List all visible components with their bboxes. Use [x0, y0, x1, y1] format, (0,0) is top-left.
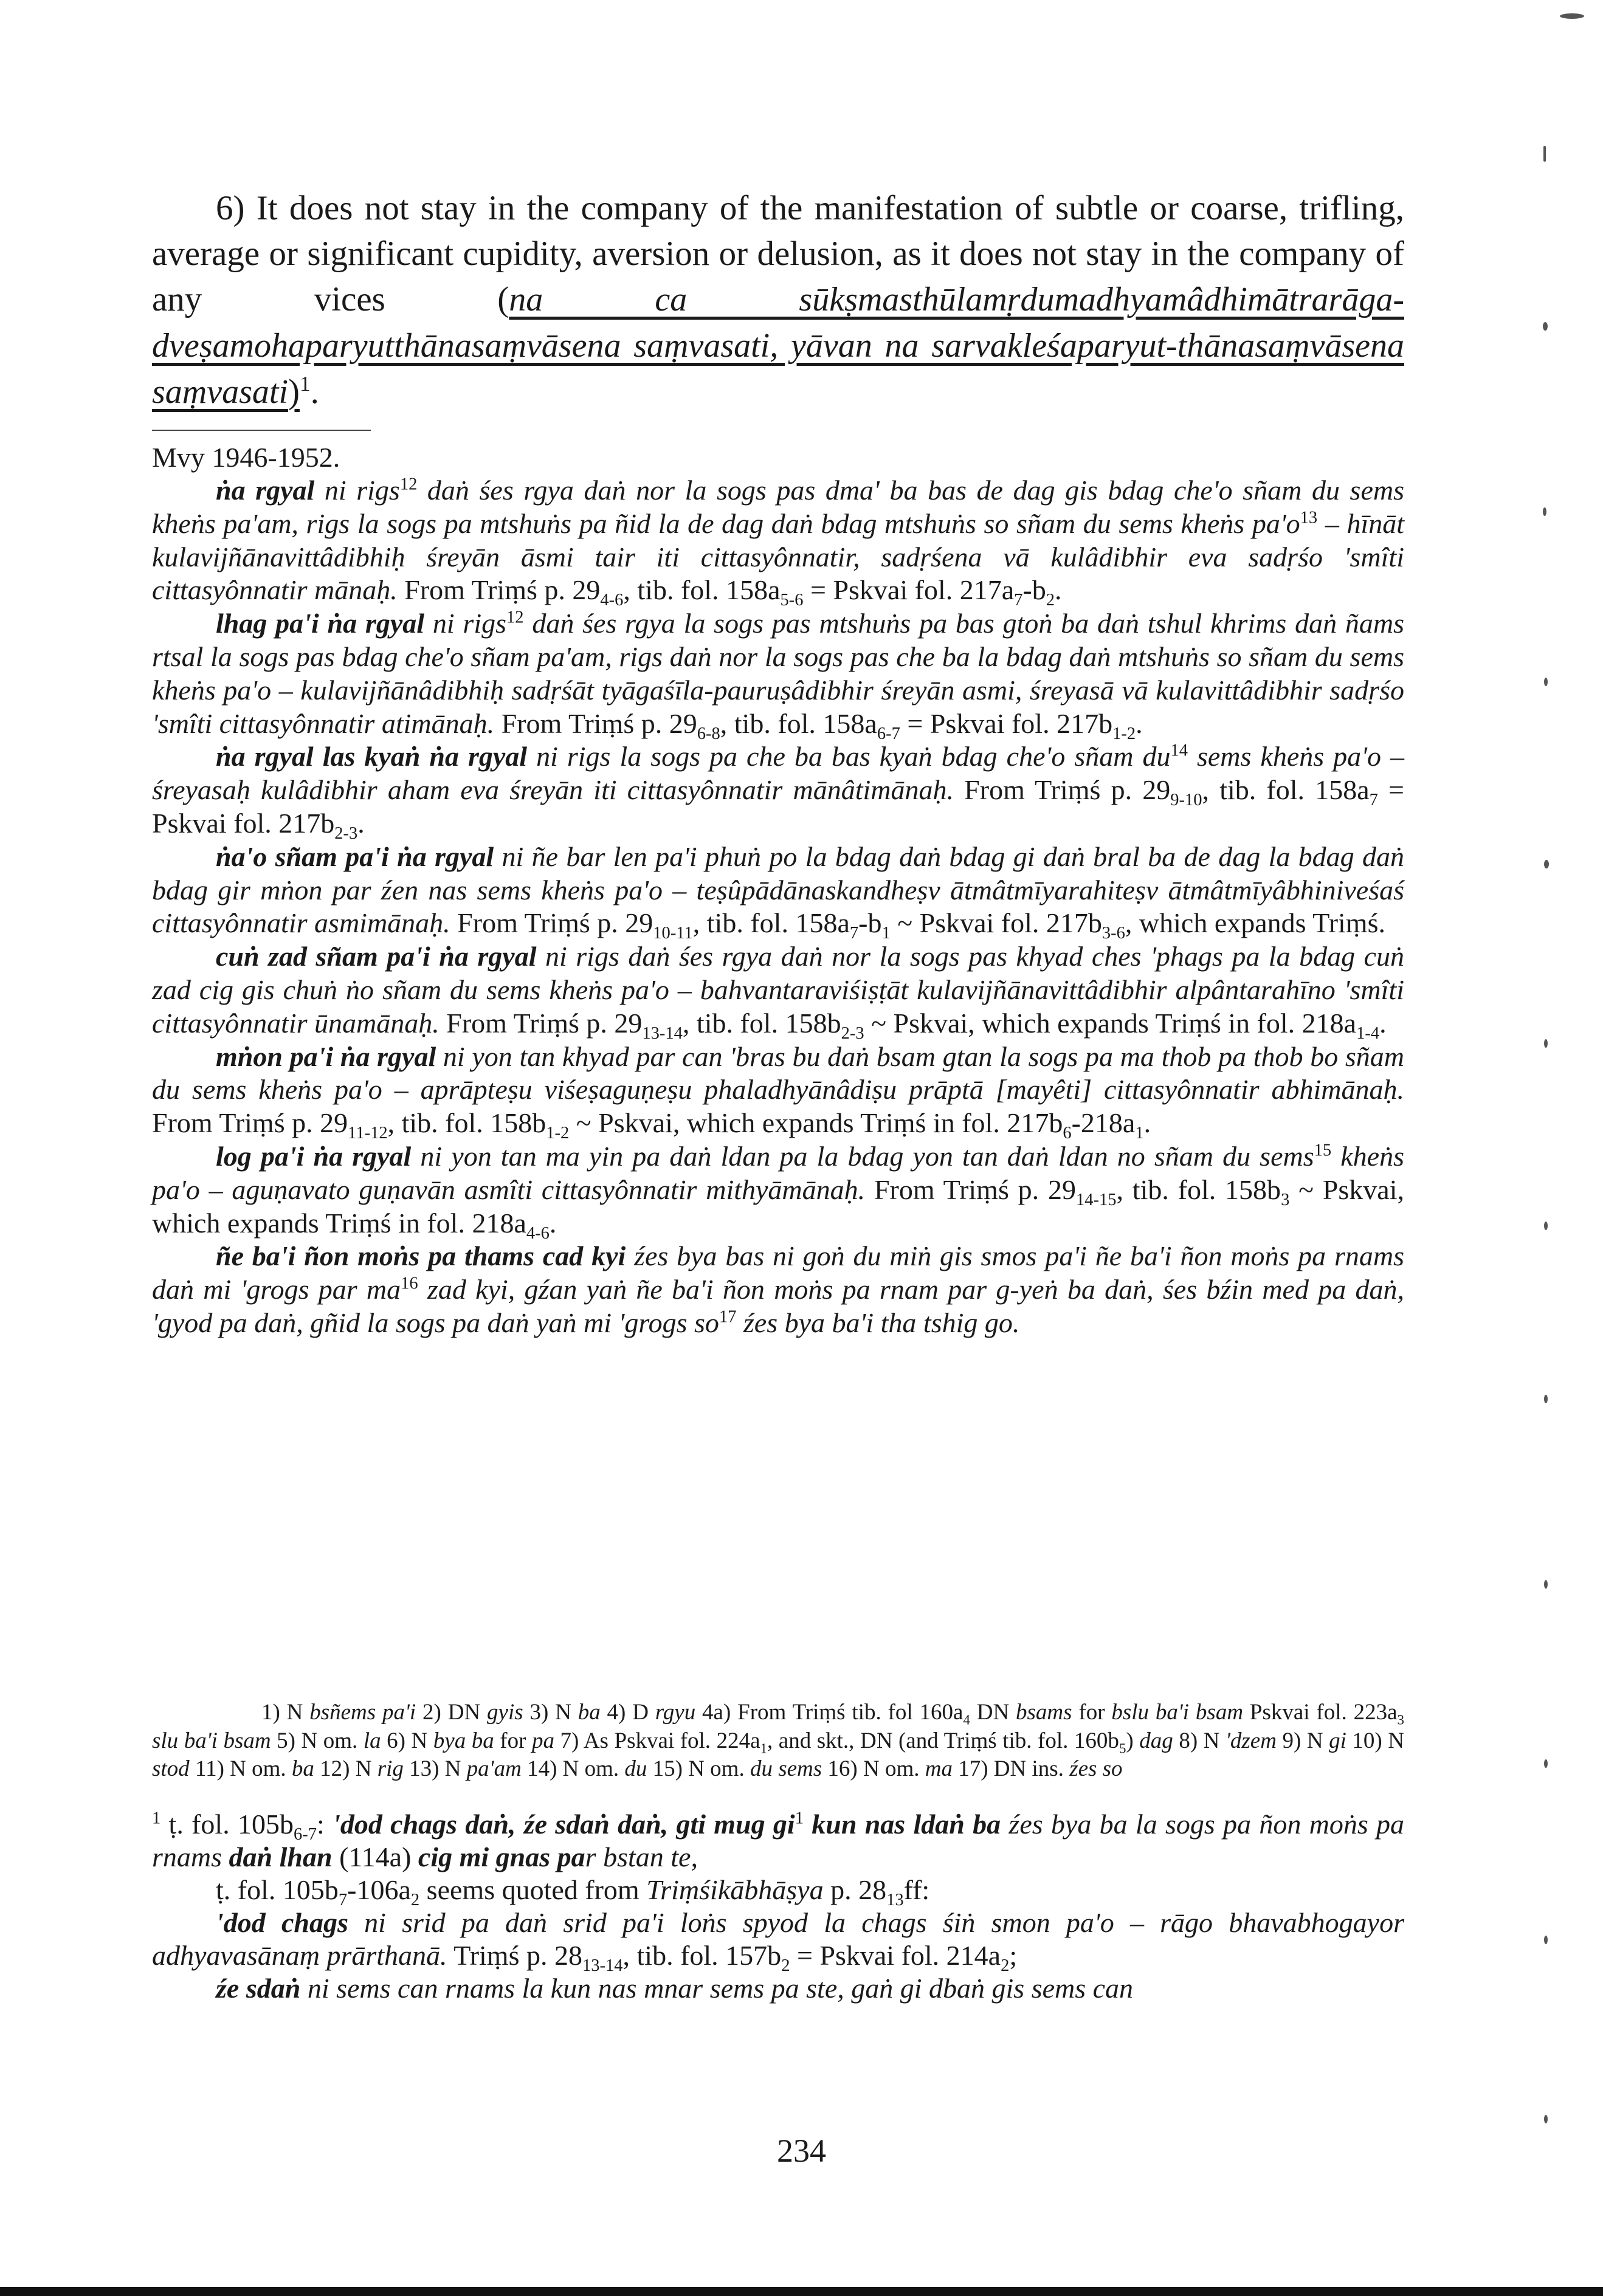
note-text: ni rigs daṅ śes rgya daṅ nor la sogs pas khyad ches 'phags pa la bdag cuṅ zad cig gis chuṅ ṅo sñam du sems kheṅs pa'o – bahvantaraviśiṣṭāt kulavijñānavittâdibhir alpântarahīno 'smîti cittasyônnatir ūnamānaḥ.: [152, 941, 1404, 1039]
apparatus-text: 17) DN ins.: [952, 1756, 1070, 1781]
subscript: 6-8: [697, 724, 720, 743]
reference: -b: [858, 907, 882, 939]
note-heading: ñe ba'i ñon moṅs pa thams cad kyi: [216, 1240, 626, 1272]
subscript: 7: [849, 924, 859, 943]
scan-mark: [1544, 1936, 1548, 1944]
reference: , tib. fol. 158a: [692, 907, 850, 939]
apparatus-text: 7) As Pskvai fol. 224a: [554, 1728, 760, 1753]
reference: From Triṃś p. 29: [439, 1007, 643, 1039]
reference: ~ Pskvai, which expands Triṃś in fol. 218a: [864, 1007, 1357, 1039]
variant: bslu ba'i bsam: [1111, 1700, 1244, 1725]
scan-mark: [1544, 1395, 1548, 1403]
subscript: 1-2: [546, 1124, 570, 1143]
apparatus-text: 1) N: [261, 1700, 310, 1725]
reference: , which expands Triṃś.: [1125, 907, 1385, 939]
apparatus-text: for: [494, 1728, 532, 1753]
apparatus-text: 8) N: [1173, 1728, 1226, 1753]
note-text: ni yon tan ma yin pa daṅ ldan pa la bdag yon tan daṅ ldan no sñam du sems: [411, 1140, 1314, 1172]
subscript: 3: [1397, 1712, 1404, 1728]
subscript: 2: [1046, 591, 1055, 610]
footnote-marker: 17: [719, 1307, 737, 1327]
subscript: 6-7: [294, 1825, 317, 1844]
subscript: 3-6: [1101, 924, 1125, 943]
subscript: 1: [760, 1740, 767, 1756]
note-text: ni ñe bar len pa'i phuṅ po la bdag daṅ bdag gi daṅ bral ba de dag la bdag daṅ bdag gir mṅon par źen nas sems kheṅs pa'o – teṣûpādānaskandheṣv ātmâtmīyarahiteṣv ātmâtmīyâbhiniveśaś cittasyônnatir asmimānaḥ.: [152, 840, 1404, 939]
subscript: 2-3: [334, 824, 358, 844]
subscript: 2: [1001, 1956, 1010, 1976]
footnote-text: źes bya ba la sogs pa ñon moṅs pa rnams: [152, 1809, 1405, 1872]
variant: rig: [377, 1756, 404, 1781]
variant: gyis: [487, 1700, 523, 1725]
note-ne-bai-non-mons: [152, 1240, 1404, 1339]
footnote-text: -106a: [347, 1874, 411, 1905]
reference: .: [1055, 574, 1062, 606]
subscript: 9-10: [1170, 791, 1202, 810]
note-text: źes bya bas ni goṅ du miṅ gis smos pa'i ñe ba'i ñon moṅs pa rnams daṅ mi 'grogs par ma: [152, 1240, 1404, 1305]
main-text: 6) It does not stay in the company of the manifestation of subtle or coarse, trifling, average or significant cupidity, aversion or delusion, as it does not stay in the company of any vices (: [152, 189, 1404, 318]
note-log-pai: [152, 1140, 1404, 1243]
subscript: 14-15: [1075, 1190, 1117, 1209]
reference: , tib. fol. 158b: [682, 1007, 841, 1039]
variant: bsams: [1016, 1700, 1072, 1725]
reference: -b: [1022, 574, 1046, 606]
variant: 'dzem: [1225, 1728, 1277, 1753]
apparatus-text: 12) N: [314, 1756, 377, 1781]
note-text: ni rigs: [314, 475, 400, 506]
reference: , tib. fol. 158a: [623, 574, 781, 606]
footnote-marker: 15: [1314, 1141, 1332, 1160]
tibetan-bold: 'dod chags daṅ, źe sdaṅ daṅ, gti mug gi: [333, 1809, 795, 1840]
variant: pa'am: [466, 1756, 522, 1781]
footnote-number: 1: [152, 1809, 161, 1828]
subscript: 10-11: [653, 924, 693, 943]
subscript: 1: [881, 924, 891, 943]
note-heading: ṅa'o sñam pa'i ṅa rgyal: [216, 840, 494, 872]
reference: .: [1143, 1107, 1151, 1139]
variant-readings: [152, 1699, 1404, 1784]
apparatus-text: 14) N om.: [521, 1756, 625, 1781]
variant: ba: [291, 1756, 314, 1781]
footnote-dod-chags: [152, 1906, 1404, 1976]
note-text: daṅ śes rgya la sogs pas mtshuṅs pa bas gtoṅ ba daṅ tshul khrims daṅ ñams rtsal la sogs pas bdag che'o sñam pa'am, rigs daṅ nor la sogs pas che ba la bdag daṅ mtshuṅs so sñam du sems kheṅs pa'o – kulavijñānâdibhiḥ sadṛśāt tyāgaśīla-pauruṣâdibhir śreyān asmi, śreyasā vā kulavittâdibhir sadṛśo 'smîti cittasyônnatir atimānaḥ.: [152, 608, 1405, 739]
apparatus-text: ): [1126, 1728, 1140, 1753]
reference: .: [1136, 707, 1143, 739]
tibetan-bold: 'dod chags: [216, 1907, 348, 1938]
apparatus-text: 6) N: [381, 1728, 433, 1753]
note-heading: ṅa rgyal: [216, 475, 315, 506]
reference: ~ Pskvai, which expands Triṃś in fol. 218a: [152, 1174, 1404, 1239]
reference: From Triṃś p. 29: [397, 574, 601, 606]
footnote-text: (114a): [332, 1841, 418, 1872]
note-text: ni rigs: [424, 608, 507, 639]
footnote-text: ṭ. fol. 105b: [160, 1809, 294, 1840]
apparatus-text: , and skt., DN (and Triṃś tib. fol. 160b: [767, 1728, 1119, 1753]
reference: = Pskvai fol. 217a: [803, 574, 1015, 606]
subscript: 2-3: [841, 1023, 864, 1043]
reference: = Pskvai fol. 217b: [152, 774, 1404, 839]
sanskrit-quote: na ca sūkṣmasthūlamṛdumadhyamâdhimātrarāga-dveṣamohaparyutthānasaṃvāsena saṃvasati, yāvan na sarvakleśaparyut-thānasaṃvāsena saṃvasati: [152, 281, 1404, 411]
scan-mark: [1543, 146, 1546, 162]
note-text: ni rigs la sogs pa che ba bas kyaṅ bdag che'o sñam du: [527, 741, 1171, 772]
critical-apparatus: [152, 1699, 1404, 1784]
footnote-marker: 13: [1300, 508, 1318, 528]
reference: .: [549, 1207, 557, 1239]
reference: , tib. fol. 158a: [720, 707, 877, 739]
separator-rule: [152, 430, 371, 431]
subscript: 13-14: [642, 1023, 683, 1043]
footnote-text: Triṃś p. 28: [447, 1940, 582, 1971]
variant: du sems: [750, 1756, 822, 1781]
mvy-reference: Mvy 1946-1952.: [152, 442, 340, 473]
scan-mark: [1543, 507, 1546, 516]
variant: dag: [1139, 1728, 1173, 1753]
subscript: 6: [1063, 1124, 1072, 1143]
subscript: 5: [1119, 1740, 1126, 1756]
apparatus-text: 16) N om.: [822, 1756, 925, 1781]
footnote-marker: 16: [401, 1274, 418, 1293]
subscript: 3: [1281, 1190, 1290, 1209]
footnote-text: ni srid pa daṅ srid pa'i loṅs spyod la chags śiṅ smon pa'o – rāgo bhavabhogayor adhyavasānaṃ prārthanā.: [152, 1907, 1404, 1971]
subscript: 2: [781, 1956, 790, 1976]
tibetan-bold: cig mi gnas pa: [418, 1841, 585, 1872]
apparatus-text: 9) N: [1276, 1728, 1329, 1753]
tibetan-bold: daṅ lhan: [229, 1841, 333, 1872]
subscript: 1: [1135, 1124, 1144, 1143]
apparatus-text: 4a) From Triṃś tib. fol 160a: [695, 1700, 964, 1725]
footnote-text: ṭ. fol. 105b: [216, 1874, 339, 1905]
variant: bsñems pa'i: [309, 1700, 416, 1725]
variant: slu ba'i bsam: [152, 1728, 271, 1753]
note-na-rgyal: [152, 474, 1405, 610]
footnote-quote-source: [152, 1874, 1404, 1910]
reference: From Triṃś p. 29: [450, 907, 653, 939]
subscript: 4: [963, 1712, 970, 1728]
subscript: 6-7: [877, 724, 900, 743]
tibetan-bold: źe sdaṅ: [216, 1973, 301, 2004]
note-heading: cuṅ zad sñam pa'i ṅa rgyal: [216, 941, 537, 972]
reference: From Triṃś p. 29: [152, 1107, 348, 1139]
scan-mark: [1544, 2115, 1548, 2123]
variant: ba: [577, 1700, 601, 1725]
tibetan-bold: kun nas ldaṅ ba: [803, 1809, 1001, 1840]
footnote-marker: 14: [1170, 741, 1188, 761]
footnote-text: p. 28: [823, 1874, 887, 1905]
note-text: źes bya ba'i tha tshig go.: [736, 1307, 1020, 1338]
variant: la: [363, 1728, 381, 1753]
note-nao-snam: [152, 840, 1404, 943]
footnote-marker: 12: [506, 608, 524, 627]
note-text: ni yon tan khyad par can 'bras bu daṅ bsam gtan la sogs pa ma thob pa thob bo sñam du sems kheṅs pa'o – aprāpteṣu viśeṣaguṇeṣu phaladhyānâdiṣu prāptā [mayêti] cittasyônnatir abhimānaḥ.: [152, 1040, 1404, 1105]
commentary-notes: [152, 474, 1404, 1340]
reference: , tib. fol. 158b: [1116, 1174, 1281, 1205]
reference: -218a: [1071, 1107, 1136, 1139]
footnote-1: [152, 1808, 1404, 1874]
subscript: 7: [1014, 591, 1023, 610]
apparatus-text: Pskvai fol. 223a: [1243, 1700, 1398, 1725]
note-heading: log pa'i ṅa rgyal: [216, 1140, 412, 1172]
apparatus-text: 5) N om.: [271, 1728, 364, 1753]
reference: From Triṃś p. 29: [865, 1174, 1076, 1205]
apparatus-text: 4) D: [600, 1700, 655, 1725]
variant: pa: [531, 1728, 554, 1753]
reference: = Pskvai fol. 217b: [900, 707, 1113, 739]
subscript: 1-4: [1356, 1023, 1380, 1043]
apparatus-text: 15) N om.: [647, 1756, 750, 1781]
apparatus-text: 13) N: [403, 1756, 467, 1781]
scan-mark: [1544, 1039, 1548, 1048]
variant: ma: [925, 1756, 953, 1781]
scan-mark: [1544, 678, 1548, 686]
footnote-text: ;: [1009, 1940, 1018, 1971]
footnote-text: :: [317, 1809, 333, 1840]
scan-mark: [1544, 1580, 1548, 1589]
variant: bya ba: [433, 1728, 494, 1753]
scan-border: [0, 2287, 1603, 2296]
note-lhag-pai-na-rgyal: [152, 607, 1405, 743]
subscript: 7: [338, 1891, 348, 1910]
footnote-text: = Pskvai fol. 214a: [790, 1940, 1001, 1971]
subscript: 4-6: [526, 1223, 550, 1243]
apparatus-text: DN: [970, 1700, 1016, 1725]
apparatus-text: 10) N: [1346, 1728, 1404, 1753]
page-number: 234: [777, 2133, 826, 2169]
footnote-section: [152, 1808, 1404, 2005]
variant: du: [624, 1756, 647, 1781]
scan-mark: [1560, 13, 1584, 19]
period: .: [310, 373, 319, 411]
footnote-marker: 1: [795, 1809, 804, 1828]
note-heading: lhag pa'i ṅa rgyal: [216, 608, 425, 639]
subscript: 11-12: [348, 1124, 388, 1143]
subscript: 1-2: [1112, 724, 1136, 743]
reference: From Triṃś p. 29: [494, 707, 697, 739]
subscript: 7: [1369, 791, 1378, 810]
apparatus-text: 3) N: [523, 1700, 578, 1725]
variant: gi: [1329, 1728, 1346, 1753]
note-text: zad kyi, gźan yaṅ ñe ba'i ñon moṅs pa rnam par g-yeṅ ba daṅ, śes bźin med pa daṅ, 'gyod pa daṅ, gñid la sogs pa daṅ yaṅ mi 'grogs so: [152, 1274, 1404, 1338]
reference: , tib. fol. 158a: [1202, 774, 1370, 806]
subscript: 13-14: [582, 1956, 623, 1976]
close-paren: ): [288, 373, 300, 411]
footnote-marker: 12: [399, 475, 418, 494]
variant: rgyu: [655, 1700, 696, 1725]
subscript: 13: [886, 1891, 904, 1910]
scan-mark: [1544, 860, 1549, 868]
note-heading: ṅa rgyal las kyaṅ ṅa rgyal: [216, 741, 528, 772]
scan-mark: [1544, 1222, 1548, 1230]
note-mnon-pai: [152, 1040, 1404, 1143]
reference: .: [1379, 1007, 1387, 1039]
reference: .: [357, 807, 365, 839]
note-text: – hīnāt kulavijñānavittâdibhiḥ śreyān āsmi tair iti cittasyônnatir, sadṛśena vā kulâdibhir eva sadṛśo 'smîti cittasyônnatir mānaḥ.: [152, 507, 1405, 606]
subscript: 2: [410, 1891, 420, 1910]
footnote-text: r bstan te,: [585, 1841, 698, 1872]
note-heading: mṅon pa'i ṅa rgyal: [216, 1040, 436, 1072]
footnote-text: , tib. fol. 157b: [622, 1940, 782, 1971]
note-text: kheṅs pa'o – aguṇavato guṇavān asmîti cittasyônnatir mithyāmānaḥ.: [152, 1140, 1404, 1205]
footnote-marker: 1: [299, 372, 311, 396]
scan-mark: [1543, 322, 1548, 331]
apparatus-text: 2) DN: [416, 1700, 488, 1725]
note-cun-zad: [152, 940, 1404, 1043]
scan-mark: [1544, 1759, 1548, 1768]
footnote-text: ni sems can rnams la kun nas mnar sems pa ste, gaṅ gi dbaṅ gis sems can: [300, 1973, 1134, 2004]
variant: źes so: [1069, 1756, 1123, 1781]
book-title: Triṃśikābhāṣya: [646, 1874, 824, 1905]
reference: ~ Pskvai fol. 217b: [890, 907, 1102, 939]
subscript: 4-6: [600, 591, 624, 610]
main-paragraph: [152, 185, 1404, 415]
apparatus-text: 11) N om.: [189, 1756, 292, 1781]
note-text: sems kheṅs pa'o – śreyasaḥ kulâdibhir aham eva śreyān iti cittasyônnatir mānâtimānaḥ.: [152, 741, 1405, 806]
variant: stod: [152, 1756, 190, 1781]
footnote-text: seems quoted from: [419, 1874, 647, 1905]
reference: , tib. fol. 158b: [387, 1107, 546, 1139]
footnote-text: ff:: [903, 1874, 930, 1905]
reference: From Triṃś p. 29: [954, 774, 1171, 806]
footnote-ze-sdan: [152, 1972, 1404, 2005]
subscript: 5-6: [780, 591, 804, 610]
note-na-rgyal-las-kyan: [152, 740, 1405, 844]
reference: ~ Pskvai, which expands Triṃś in fol. 217b: [569, 1107, 1063, 1139]
note-text: daṅ śes rgya daṅ nor la sogs pas dma' ba bas de dag gis bdag che'o sñam du sems kheṅs pa'am, rigs la sogs pa mtshuṅs pa ñid la de dag daṅ bdag mtshuṅs so sñam du sems kheṅs pa'o: [152, 475, 1404, 539]
apparatus-text: for: [1072, 1700, 1112, 1725]
